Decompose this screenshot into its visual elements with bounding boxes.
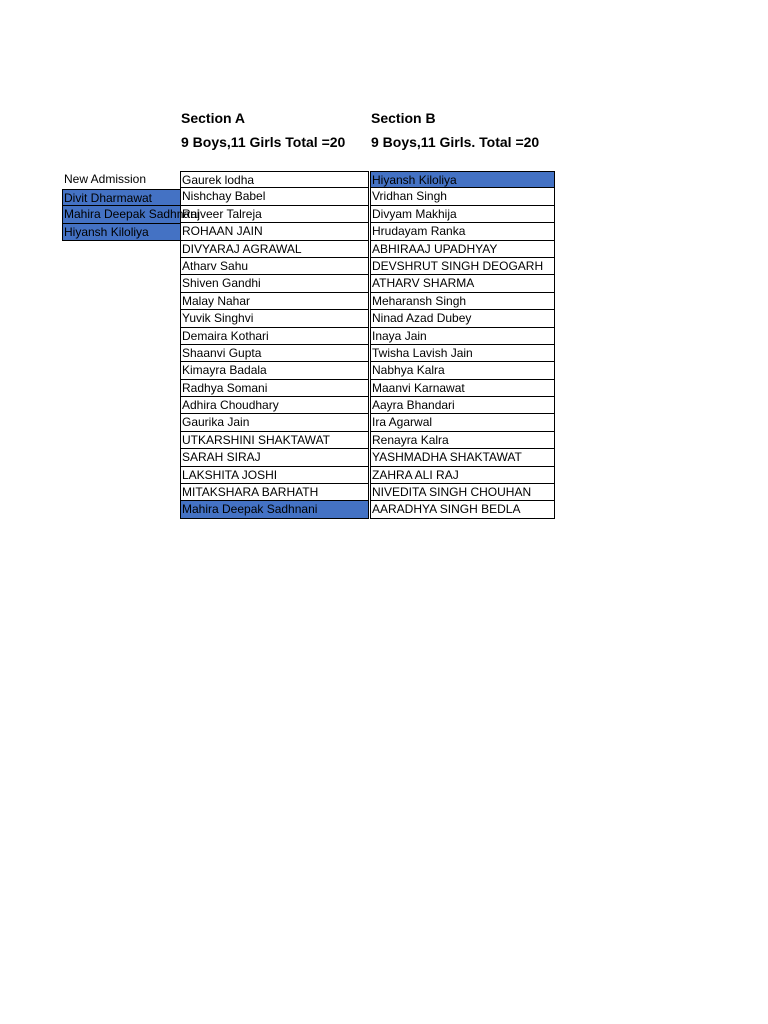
section-b-cell[interactable]: Ira Agarwal — [370, 414, 555, 431]
section-b-cell[interactable]: YASHMADHA SHAKTAWAT — [370, 449, 555, 466]
section-a-cell[interactable]: Mahira Deepak Sadhnani — [180, 501, 369, 518]
section-b-cell[interactable]: Meharansh Singh — [370, 293, 555, 310]
section-a-cell[interactable]: Yuvik Singhvi — [180, 310, 369, 327]
section-b-cell[interactable]: Hiyansh Kiloliya — [370, 171, 555, 188]
section-a-cell[interactable]: Radhya Somani — [180, 380, 369, 397]
new-admission-list — [62, 189, 200, 241]
section-b-cell[interactable]: Aayra Bhandari — [370, 397, 555, 414]
section-b-title: Section B — [371, 110, 436, 126]
section-a-cell[interactable]: LAKSHITA JOSHI — [180, 467, 369, 484]
section-a-subtitle: 9 Boys,11 Girls Total =20 — [181, 134, 346, 150]
section-a-cell[interactable]: Gaurek lodha — [180, 171, 369, 188]
section-b-cell[interactable]: AARADHYA SINGH BEDLA — [370, 501, 555, 518]
section-a-cell[interactable]: UTKARSHINI SHAKTAWAT — [180, 432, 369, 449]
section-a-cell[interactable]: Gaurika Jain — [180, 414, 369, 431]
section-b-cell[interactable]: Ninad Azad Dubey — [370, 310, 555, 327]
new-admission-cell[interactable]: Hiyansh Kiloliya — [62, 224, 180, 241]
new-admission-label: New Admission — [64, 172, 147, 186]
section-b-cell[interactable]: Vridhan Singh — [370, 188, 555, 205]
section-a-cell[interactable]: Demaira Kothari — [180, 328, 369, 345]
section-a-cell[interactable]: DIVYARAJ AGRAWAL — [180, 241, 369, 258]
section-a-cell[interactable]: Kimayra Badala — [180, 362, 369, 379]
section-b-cell[interactable]: ABHIRAAJ UPADHYAY — [370, 241, 555, 258]
section-b-cell[interactable]: Twisha Lavish Jain — [370, 345, 555, 362]
section-b-cell[interactable]: Renayra Kalra — [370, 432, 555, 449]
section-a-cell[interactable]: Shaanvi Gupta — [180, 345, 369, 362]
section-b-cell[interactable]: Nabhya Kalra — [370, 362, 555, 379]
section-b-cell[interactable]: Inaya Jain — [370, 328, 555, 345]
section-b-cell[interactable]: Hrudayam Ranka — [370, 223, 555, 240]
section-a-list — [180, 171, 369, 519]
section-b-list — [370, 171, 555, 519]
section-b-cell[interactable]: ZAHRA ALI RAJ — [370, 467, 555, 484]
section-b-cell[interactable]: DEVSHRUT SINGH DEOGARH — [370, 258, 555, 275]
section-a-cell[interactable]: Nishchay Babel — [180, 188, 369, 205]
section-b-cell[interactable]: Divyam Makhija — [370, 206, 555, 223]
section-a-cell[interactable]: Rajveer Talreja — [180, 206, 369, 223]
section-b-cell[interactable]: Maanvi Karnawat — [370, 380, 555, 397]
section-a-cell[interactable]: Atharv Sahu — [180, 258, 369, 275]
section-a-title: Section A — [181, 110, 246, 126]
section-a-cell[interactable]: Adhira Choudhary — [180, 397, 369, 414]
new-admission-cell[interactable]: Mahira Deepak Sadhnani — [62, 206, 180, 223]
section-b-subtitle: 9 Boys,11 Girls. Total =20 — [371, 134, 540, 150]
new-admission-cell[interactable]: Divit Dharmawat — [62, 189, 180, 206]
section-b-cell[interactable]: NIVEDITA SINGH CHOUHAN — [370, 484, 555, 501]
section-a-cell[interactable]: Malay Nahar — [180, 293, 369, 310]
section-a-cell[interactable]: MITAKSHARA BARHATH — [180, 484, 369, 501]
section-a-cell[interactable]: SARAH SIRAJ — [180, 449, 369, 466]
section-a-cell[interactable]: Shiven Gandhi — [180, 275, 369, 292]
section-b-cell[interactable]: ATHARV SHARMA — [370, 275, 555, 292]
section-a-cell[interactable]: ROHAAN JAIN — [180, 223, 369, 240]
